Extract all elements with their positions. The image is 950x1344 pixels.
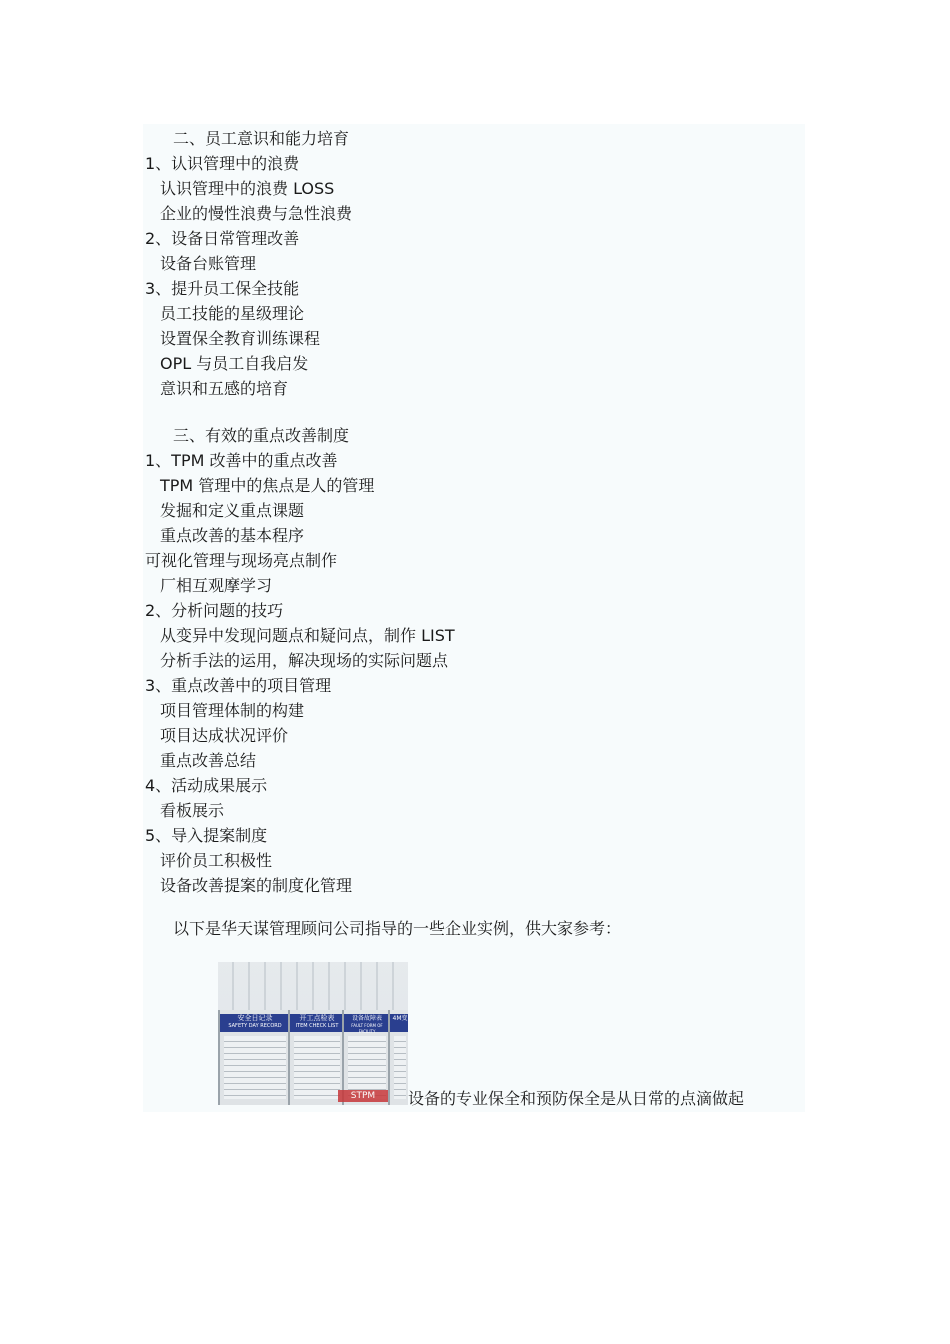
example-photo <box>218 962 408 1105</box>
list-item: 认识管理中的浪费 LOSS <box>160 179 335 198</box>
photo-panel <box>218 1010 290 1105</box>
list-item-heading: 1、TPM 改善中的重点改善 <box>145 451 338 470</box>
list-item-heading: 3、提升员工保全技能 <box>145 279 300 298</box>
photo-panel-subtitle: ITEM CHECK LIST <box>295 1023 339 1029</box>
list-item: 重点改善总结 <box>160 751 257 770</box>
intro-paragraph: 以下是华天谋管理顾问公司指导的一些企业实例，供大家参考： <box>173 919 622 938</box>
list-item: 设置保全教育训练课程 <box>160 329 321 348</box>
list-item: 员工技能的星级理论 <box>160 304 305 323</box>
list-item: 发掘和定义重点课题 <box>160 501 305 520</box>
list-item-heading: 可视化管理与现场亮点制作 <box>145 551 338 570</box>
list-item: 评价员工积极性 <box>160 851 273 870</box>
list-item: OPL 与员工自我启发 <box>160 354 309 373</box>
photo-panel-title: 4M变 <box>392 1015 408 1022</box>
photo-watermark-logo: STPM <box>338 1090 388 1102</box>
list-item: 设备台账管理 <box>160 254 257 273</box>
list-item: 企业的慢性浪费与急性浪费 <box>160 204 353 223</box>
list-item-heading: 2、分析问题的技巧 <box>145 601 284 620</box>
list-item-heading: 3、重点改善中的项目管理 <box>145 676 332 695</box>
section-heading: 二、员工意识和能力培育 <box>173 129 350 148</box>
list-item-heading: 1、认识管理中的浪费 <box>145 154 300 173</box>
photo-board-top <box>218 962 408 1010</box>
list-item: 意识和五感的培育 <box>160 379 289 398</box>
list-item-heading: 5、导入提案制度 <box>145 826 268 845</box>
list-item: 看板展示 <box>160 801 225 820</box>
photo-panel-title: 安全日记录 <box>237 1014 273 1022</box>
photo-caption: 设备的专业保全和预防保全是从日常的点滴做起 <box>408 1089 745 1108</box>
list-item: 项目达成状况评价 <box>160 726 289 745</box>
list-item: TPM 管理中的焦点是人的管理 <box>160 476 375 495</box>
list-item: 厂相互观摩学习 <box>160 576 273 595</box>
list-item-heading: 2、设备日常管理改善 <box>145 229 300 248</box>
photo-panel <box>288 1010 344 1105</box>
photo-panel <box>388 1010 408 1105</box>
photo-panel-title: 开工点检表 <box>299 1014 335 1022</box>
photo-panel-title: 设备故障表 <box>351 1015 382 1022</box>
list-item-heading: 4、活动成果展示 <box>145 776 268 795</box>
list-item: 设备改善提案的制度化管理 <box>160 876 353 895</box>
list-item: 项目管理体制的构建 <box>160 701 305 720</box>
section-heading: 三、有效的重点改善制度 <box>173 426 350 445</box>
list-item: 重点改善的基本程序 <box>160 526 305 545</box>
photo-panel-subtitle: FAULT FORM OF FACILITY <box>351 1023 383 1034</box>
list-item: 分析手法的运用，解决现场的实际问题点 <box>160 651 449 670</box>
photo-panel-subtitle: SAFETY DAY RECORD <box>228 1023 282 1029</box>
list-item: 从变异中发现问题点和疑问点，制作 LIST <box>160 626 455 645</box>
